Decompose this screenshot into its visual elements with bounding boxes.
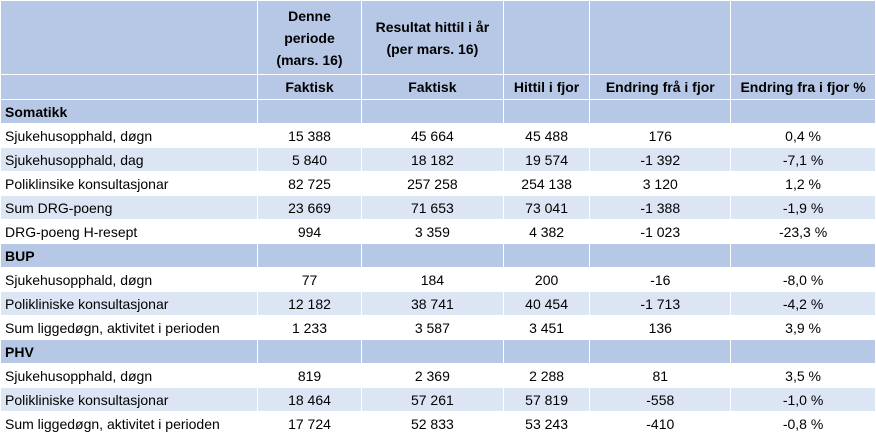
table-row — [1, 292, 876, 316]
table-cell: -1 392 — [590, 148, 731, 172]
table-cell: 17 724 — [257, 412, 361, 436]
table-cell: 73 041 — [503, 196, 590, 220]
table-cell: -1,9 % — [731, 196, 876, 220]
row-label: Sjukehusopphald, døgn — [1, 268, 258, 292]
header-empty-cell — [503, 1, 590, 75]
section-empty-cell — [731, 100, 876, 124]
table-cell: -16 — [590, 268, 731, 292]
section-empty-cell — [590, 100, 731, 124]
header-empty-cell — [731, 1, 876, 75]
table-cell: 184 — [362, 268, 504, 292]
section-empty-cell — [731, 340, 876, 364]
section-title: Somatikk — [1, 100, 258, 124]
header-text-line: (mars. 16) — [276, 51, 343, 68]
section-empty-cell — [503, 340, 590, 364]
table-cell: 40 454 — [503, 292, 590, 316]
subheader-cell — [1, 75, 258, 100]
header-empty-cell — [1, 1, 258, 75]
table-cell: 3 451 — [503, 316, 590, 340]
table-cell: 819 — [257, 364, 361, 388]
section-empty-cell — [257, 340, 361, 364]
table-cell: 1,2 % — [731, 172, 876, 196]
table-cell: 19 574 — [503, 148, 590, 172]
table-row — [1, 316, 876, 340]
table-cell: 2 288 — [503, 364, 590, 388]
table-cell: -1,0 % — [731, 388, 876, 412]
section-empty-cell — [362, 100, 504, 124]
section-empty-cell — [503, 244, 590, 268]
table-cell: 254 138 — [503, 172, 590, 196]
row-label: Sjukehusopphald, døgn — [1, 364, 258, 388]
row-label: Sum DRG-poeng — [1, 196, 258, 220]
table-row — [1, 388, 876, 412]
table-cell: 82 725 — [257, 172, 361, 196]
table-row — [1, 148, 876, 172]
table-cell: 5 840 — [257, 148, 361, 172]
section-title: PHV — [1, 340, 258, 364]
table-cell: -1 713 — [590, 292, 731, 316]
table-cell: 136 — [590, 316, 731, 340]
section-empty-cell — [362, 340, 504, 364]
table-cell: 3 120 — [590, 172, 731, 196]
section-empty-cell — [362, 244, 504, 268]
row-label: DRG-poeng H-resept — [1, 220, 258, 244]
table-row — [1, 220, 876, 244]
table-row — [1, 196, 876, 220]
table-cell: 3,5 % — [731, 364, 876, 388]
table-cell: 38 741 — [362, 292, 504, 316]
table-cell: -23,3 % — [731, 220, 876, 244]
subheader-endring: Endring frå i fjor — [590, 75, 731, 100]
table-cell: 52 833 — [362, 412, 504, 436]
table-cell: 53 243 — [503, 412, 590, 436]
table-cell: -1 388 — [590, 196, 731, 220]
table-cell: 2 369 — [362, 364, 504, 388]
section-header-row — [1, 244, 876, 268]
table-cell: 81 — [590, 364, 731, 388]
header-text-line: Resultat hittil i år — [375, 18, 490, 35]
table-cell: 3 587 — [362, 316, 504, 340]
table-cell: 1 233 — [257, 316, 361, 340]
table-cell: 18 464 — [257, 388, 361, 412]
table-cell: -558 — [590, 388, 731, 412]
subheader-faktisk: Faktisk — [257, 75, 361, 100]
table-cell: 15 388 — [257, 124, 361, 148]
table-cell: -410 — [590, 412, 731, 436]
table-row — [1, 124, 876, 148]
row-label: Sjukehusopphald, dag — [1, 148, 258, 172]
subheader-hittil-i-fjor: Hittil i fjor — [503, 75, 590, 100]
row-label: Sum liggedøgn, aktivitet i perioden — [1, 412, 258, 436]
table-cell: 4 382 — [503, 220, 590, 244]
table-cell: -7,1 % — [731, 148, 876, 172]
section-title: BUP — [1, 244, 258, 268]
header-text-line: Denne — [288, 7, 331, 24]
table-cell: 257 258 — [362, 172, 504, 196]
table-row — [1, 412, 876, 436]
subheader-endring-prosent: Endring fra i fjor % — [731, 75, 876, 100]
table-cell: 0,4 % — [731, 124, 876, 148]
table-row — [1, 268, 876, 292]
section-header-row — [1, 340, 876, 364]
table-cell: 77 — [257, 268, 361, 292]
table-cell: -1 023 — [590, 220, 731, 244]
table-cell: 200 — [503, 268, 590, 292]
section-header-row — [1, 100, 876, 124]
row-label: Sum liggedøgn, aktivitet i perioden — [1, 316, 258, 340]
row-label: Poliklinsike konsultasjonar — [1, 172, 258, 196]
table-cell: -0,8 % — [731, 412, 876, 436]
header-text-line: (per mars. 16) — [386, 40, 479, 57]
table-cell: 45 664 — [362, 124, 504, 148]
table-cell: -4,2 % — [731, 292, 876, 316]
header-text-line: periode — [284, 29, 335, 46]
subheader-faktisk: Faktisk — [362, 75, 504, 100]
section-empty-cell — [590, 244, 731, 268]
table-row — [1, 172, 876, 196]
table-cell: 176 — [590, 124, 731, 148]
header-row-sub — [1, 75, 876, 100]
section-empty-cell — [590, 340, 731, 364]
header-empty-cell — [590, 1, 731, 75]
section-empty-cell — [257, 100, 361, 124]
table-cell: 3,9 % — [731, 316, 876, 340]
header-row-top — [1, 1, 876, 75]
header-resultat-hittil — [362, 1, 504, 75]
row-label: Polikliniske konsultasjonar — [1, 388, 258, 412]
table-cell: 994 — [257, 220, 361, 244]
table-cell: 23 669 — [257, 196, 361, 220]
table-row — [1, 364, 876, 388]
table-cell: 18 182 — [362, 148, 504, 172]
table-cell: 12 182 — [257, 292, 361, 316]
section-empty-cell — [731, 244, 876, 268]
table-cell: 71 653 — [362, 196, 504, 220]
table-cell: 57 819 — [503, 388, 590, 412]
row-label: Sjukehusopphald, døgn — [1, 124, 258, 148]
table-cell: 57 261 — [362, 388, 504, 412]
table-cell: 45 488 — [503, 124, 590, 148]
table-cell: 3 359 — [362, 220, 504, 244]
section-empty-cell — [503, 100, 590, 124]
row-label: Polikliniske konsultasjonar — [1, 292, 258, 316]
table-cell: -8,0 % — [731, 268, 876, 292]
header-denne-periode — [257, 1, 361, 75]
section-empty-cell — [257, 244, 361, 268]
